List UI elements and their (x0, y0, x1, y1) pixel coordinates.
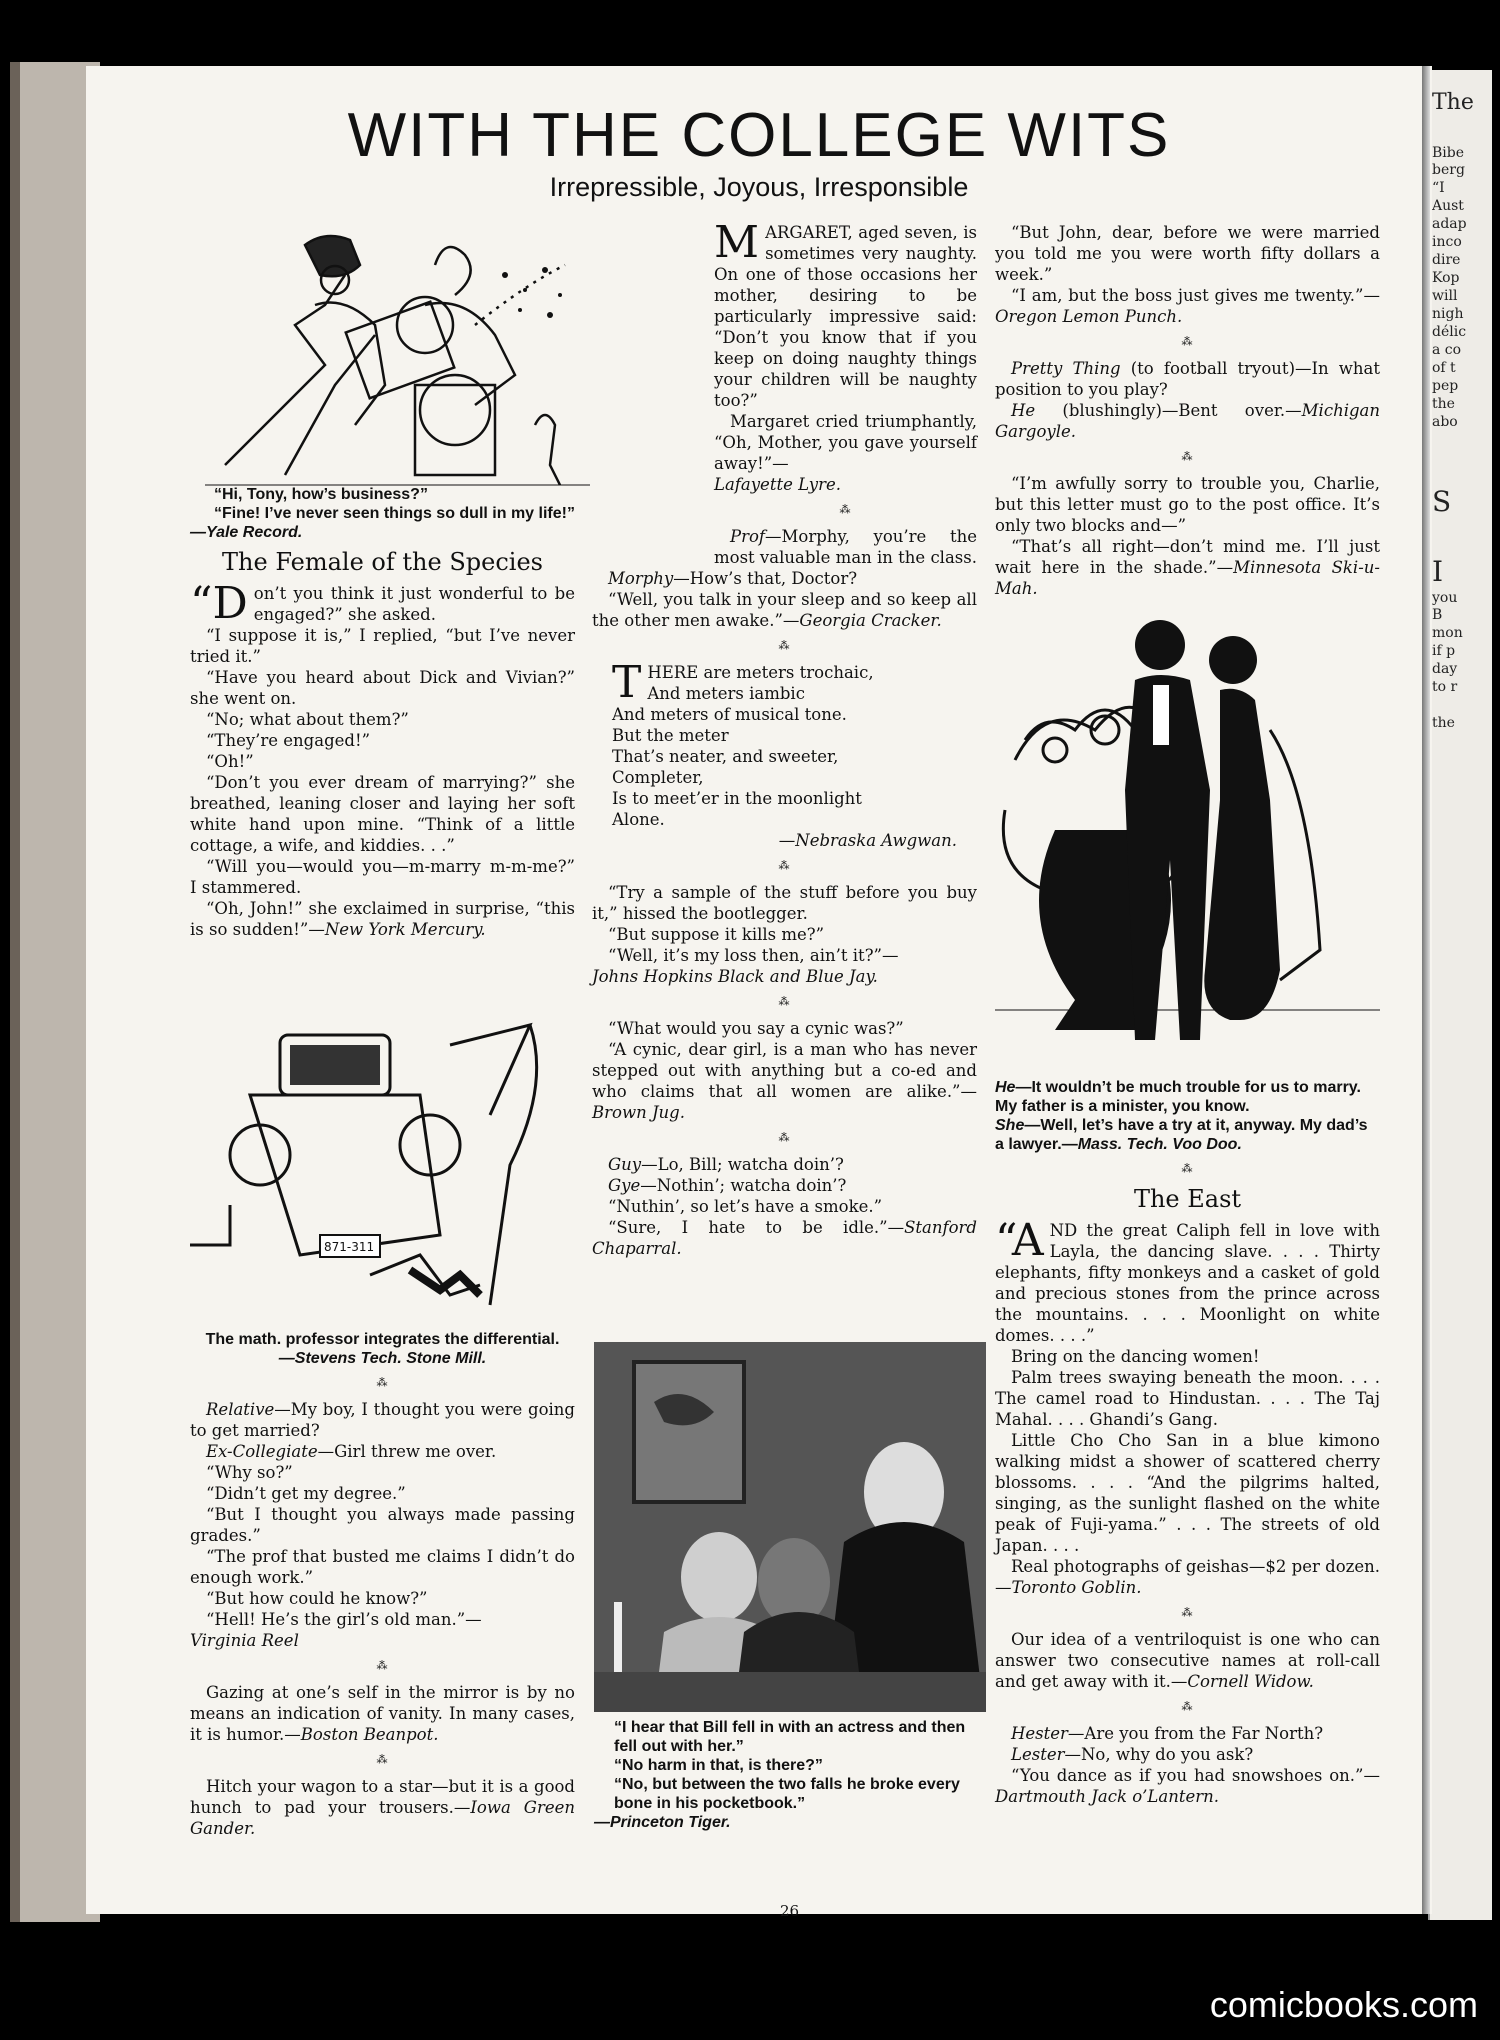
joke-source-line (714, 474, 977, 495)
side-page-fragment: “I (1432, 180, 1445, 196)
joke-text-part: “Well, you talk in your sleep and so keep all the other men awake.”— (592, 590, 977, 630)
joke-text: “But John, dear, before we were married you told me you were worth fifty dollars a week.” (995, 223, 1380, 284)
joke-text: on’t you think it just wonderful to be engaged?” she asked. (253, 584, 575, 624)
caption-line: “No harm in that, is there?” (614, 1757, 823, 1774)
caption-line: The math. professor integrates the differential. (205, 1331, 560, 1348)
joke-source-line (190, 1630, 575, 1651)
joke-text (714, 217, 977, 411)
joke-text-part: —Are you from the Far North? (1067, 1724, 1324, 1743)
side-page-fragment: abo (1432, 414, 1458, 430)
caption-line (995, 1078, 1380, 1116)
side-page-fragment: will (1432, 288, 1458, 304)
joke-text: “I’m awfully sorry to trouble you, Charlie, but this letter must go to the post office. It’s only two blocks and—” (995, 474, 1380, 535)
poem-line: Alone. (612, 810, 665, 829)
joke-text-part: (to football tryout)—In what position to you play? (995, 359, 1380, 399)
joke-text: “But how could he know?” (206, 1589, 428, 1608)
joke-text (592, 1175, 977, 1196)
joke-text: “Didn’t get my degree.” (206, 1484, 406, 1503)
section-divider: ⁂ (376, 1753, 389, 1766)
adjacent-page (1428, 70, 1492, 1920)
side-page-fragment: berg (1432, 162, 1465, 178)
side-page-fragment: day (1432, 661, 1458, 677)
speaker: He (995, 1079, 1016, 1096)
side-page-fragment: mon (1432, 625, 1463, 641)
poem-line: Completer, (612, 768, 704, 787)
speaker: Pretty Thing (1011, 359, 1121, 378)
joke-text-part: “That’s all right—don’t mind me. I’ll just wait here in the shade.”— (995, 537, 1380, 577)
joke-text (592, 568, 977, 589)
joke-text-part: —Nothin’; watcha doin’? (640, 1176, 847, 1195)
joke-text (190, 1682, 575, 1745)
section-divider: ⁂ (1181, 335, 1194, 348)
joke-source: Johns Hopkins Black and Blue Jay. (592, 967, 878, 986)
joke-text-part: Real photographs of geishas—$2 per dozen.— (995, 1557, 1380, 1597)
grindstone-caption (190, 485, 575, 542)
joke-text-part: —Lo, Bill; watcha doin’? (641, 1155, 844, 1174)
caption-line: “Hi, Tony, how’s business?” (214, 486, 428, 503)
drop-cap: T (612, 657, 642, 708)
side-page-fragment: dire (1432, 252, 1461, 268)
section-divider: ⁂ (839, 503, 852, 516)
side-page-fragment: a co (1432, 342, 1462, 358)
caption-line (995, 1116, 1380, 1154)
joke-source: Dartmouth Jack o’Lantern. (995, 1787, 1219, 1806)
joke-text (592, 1039, 977, 1123)
side-page-fragment: inco (1432, 234, 1462, 250)
joke-text: “Oh!” (206, 752, 254, 771)
side-page-fragment: pep (1432, 378, 1459, 394)
dinner-caption (594, 1718, 986, 1832)
poem-line: But the meter (612, 726, 729, 745)
joke-source: Georgia Cracker. (799, 611, 942, 630)
joke-text: “But I thought you always made passing grades.” (190, 1505, 575, 1545)
joke-text: “They’re engaged!” (206, 731, 371, 750)
speaker: Guy (608, 1155, 642, 1174)
poem-line: And meters iambic (647, 684, 805, 703)
page-title: WITH THE COLLEGE WITS (347, 101, 1171, 170)
poem-line: And meters of musical tone. (612, 705, 847, 724)
section-divider: ⁂ (1181, 1606, 1194, 1619)
joke-text (995, 1215, 1380, 1346)
female-species-heading: The Female of the Species (222, 548, 543, 576)
cartoon-grindstone (205, 215, 590, 490)
joke-text (592, 1154, 977, 1175)
side-page-fragment: adap (1432, 216, 1467, 232)
section-divider: ⁂ (778, 1131, 791, 1144)
joke-text (592, 1217, 977, 1259)
joke-source: Toronto Goblin. (1011, 1578, 1142, 1597)
section-divider: ⁂ (778, 639, 791, 652)
caption-text: —Well, let’s have a try at it, anyway. My dad’s a lawyer.— (995, 1117, 1368, 1153)
caption-source: Mass. Tech. Voo Doo. (1077, 1136, 1242, 1153)
joke-text (592, 526, 977, 568)
joke-text: “Have you heard about Dick and Vivian?” she went on. (190, 668, 575, 708)
section-divider: ⁂ (376, 1376, 389, 1389)
poem-line-text: HERE are meters trochaic, (647, 663, 874, 682)
joke-text-part: “Oh, John!” she exclaimed in surprise, “this is so sudden!” (190, 899, 575, 939)
math-caption (190, 1330, 575, 1368)
side-page-fragment: I (1432, 555, 1444, 588)
column-1 (190, 485, 575, 940)
joke-text (995, 1744, 1380, 1765)
joke-text: Little Cho Cho San in a blue kimono walking midst a shower of scattered cherry blossoms. . . . “And the pilgrims halted, singing, as the sunlight flashed on the white peak of Fuji-yama.” . . . The streets of old Japan. . . . (995, 1431, 1380, 1555)
caption-line: “I hear that Bill fell in with an actress and then fell out with her.” (614, 1719, 966, 1755)
section-divider: ⁂ (1181, 450, 1194, 463)
caption-source: —Princeton Tiger. (594, 1814, 731, 1831)
joke-text: “Will you—would you—m-marry m-m-me?” I stammered. (190, 857, 575, 897)
joke-text: “But suppose it kills me?” (608, 925, 825, 944)
watermark: comicbooks.com (1209, 1984, 1478, 2025)
joke-text: “Try a sample of the stuff before you buy it,” hissed the bootlegger. (592, 883, 977, 923)
speaker: Relative (206, 1400, 275, 1419)
illustration-dinner-scene (594, 1342, 986, 1712)
joke-text: “Don’t you ever dream of marrying?” she breathed, leaning closer and laying her soft white hand upon mine. “Think of a little cottage, a wife, and kiddies. . .” (190, 773, 575, 855)
side-page-fragment: The (1432, 90, 1474, 115)
column-2 (592, 217, 977, 1259)
joke-text (995, 285, 1380, 327)
joke-text: “I suppose it is,” I replied, “but I’ve never tried it.” (190, 626, 575, 666)
joke-text: Palm trees swaying beneath the moon. . . . The camel road to Hindustan. . . . The Taj Mahal. . . . Ghandi’s Gang. (995, 1368, 1380, 1429)
speaker: Lester (1011, 1745, 1065, 1764)
page-subtitle: Irrepressible, Joyous, Irresponsible (549, 172, 969, 202)
joke-source: Michigan Gargoyle. (995, 401, 1380, 441)
joke-source: Cornell Widow. (1187, 1672, 1314, 1691)
side-page-fragment: Aust (1432, 198, 1464, 214)
side-page-fragment: S (1432, 485, 1452, 518)
joke-text-part: —Morphy, you’re the most valuable man in the class. (714, 527, 977, 567)
joke-text (995, 400, 1380, 442)
speaker: Morphy (608, 569, 674, 588)
joke-text: “No; what about them?” (206, 710, 409, 729)
joke-source: Iowa Green Gander. (190, 1798, 575, 1838)
speaker: He (1011, 401, 1036, 420)
joke-source: Minnesota Ski-u-Mah. (995, 558, 1380, 598)
cartoon-overturned-car (190, 1005, 575, 1315)
page-number: 26 (780, 1902, 800, 1920)
section-divider: ⁂ (376, 1659, 389, 1672)
joke-source: Brown Jug. (592, 1103, 685, 1122)
couple-caption (995, 1078, 1380, 1154)
joke-text (190, 1441, 575, 1462)
joke-source: Virginia Reel (190, 1631, 299, 1650)
section-divider: ⁂ (778, 859, 791, 872)
joke-text-part: “I am, but the boss just gives me twenty.”— (1011, 286, 1380, 305)
column-1-lower (190, 1330, 575, 1839)
joke-source-line (592, 966, 977, 987)
joke-text (190, 1399, 575, 1441)
joke-text-part: ARGARET, aged seven, is sometimes very naughty. On one of those occasions her mother, desiring to be particularly impressive said: “Don’t you know that if you keep on doing naughty things your children will be naughty too?” (714, 223, 977, 410)
joke-text: “Nuthin’, so let’s have a smoke.” (608, 1197, 883, 1216)
joke-text-part: —My boy, I thought you were going to get married? (190, 1400, 575, 1440)
illustration-couple-vase (995, 610, 1380, 1075)
side-page-fragment: Kop (1432, 270, 1460, 286)
joke-text (995, 1629, 1380, 1692)
side-page-fragment: the (1432, 396, 1455, 412)
joke-text (592, 589, 977, 631)
joke-text-part: —How’s that, Doctor? (673, 569, 858, 588)
section-divider: ⁂ (1181, 1162, 1194, 1175)
joke-source: Lafayette Lyre. (714, 475, 841, 494)
page-spine (1422, 66, 1430, 1914)
drop-cap: “A (995, 1215, 1044, 1266)
joke-text-part: “You dance as if you had snowshoes on.”— (1011, 1766, 1380, 1785)
speaker: Gye (608, 1176, 641, 1195)
side-page-fragment: the (1432, 715, 1455, 731)
side-page-fragment: délic (1432, 324, 1467, 340)
speaker: Hester (1011, 1724, 1068, 1743)
side-page-fragment: you (1432, 590, 1458, 606)
side-page-fragment: Bibe (1432, 145, 1465, 161)
joke-text: “Why so?” (206, 1463, 293, 1482)
east-heading: The East (1133, 1185, 1242, 1213)
margaret-block (592, 217, 977, 520)
section-divider: ⁂ (778, 995, 791, 1008)
joke-text (995, 1765, 1380, 1807)
joke-text-part: Hitch your wagon to a star—but it is a good hunch to pad your trousers.— (190, 1777, 575, 1817)
joke-text-part: Gazing at one’s self in the mirror is by no means an indication of vanity. In many cases, it is humor.— (190, 1683, 575, 1744)
speaker: Prof (730, 527, 766, 546)
joke-text: “Hell! He’s the girl’s old man.”— (206, 1610, 482, 1629)
joke-text-part: (blushingly)—Bent over.— (1035, 401, 1302, 420)
caption-source: —Yale Record. (190, 524, 303, 541)
joke-text (190, 898, 575, 940)
drop-cap: M (714, 217, 760, 268)
poem (592, 657, 977, 851)
caption-text: —It wouldn’t be much trouble for us to marry. My father is a minister, you know. (995, 1079, 1361, 1115)
joke-text (190, 1776, 575, 1839)
column-3 (995, 222, 1380, 599)
joke-text-part: ND the great Caliph fell in love with Layla, the dancing slave. . . . Thirty elephants, fifty monkeys and a casket of gold and precious stones from the prince across the mountains. . . . Moonlight on white domes. . . .” (995, 1221, 1380, 1345)
joke-text-part: “Sure, I hate to be idle.”— (608, 1218, 905, 1237)
joke-text-part: —Girl threw me over. (317, 1442, 497, 1461)
speaker: She (995, 1117, 1025, 1134)
side-page-fragment: of t (1432, 360, 1456, 376)
joke-source: —New York Mercury. (308, 920, 486, 939)
joke-text (995, 1556, 1380, 1598)
poem-line: Is to meet’er in the moonlight (612, 789, 862, 808)
side-page-fragment: nigh (1432, 306, 1464, 322)
side-page-fragment: to r (1432, 679, 1458, 695)
female-joke-line (190, 578, 575, 629)
joke-text (995, 536, 1380, 599)
joke-source: Stanford Chaparral. (592, 1218, 977, 1258)
joke-text-part: Our idea of a ventriloquist is one who can answer two consecutive names at roll-call and get away with it.— (995, 1630, 1380, 1691)
joke-source: —Nebraska Awgwan. (778, 831, 957, 850)
joke-text: “What would you say a cynic was?” (608, 1019, 904, 1038)
joke-text: Margaret cried triumphantly, “Oh, Mother, you gave yourself away!”— (714, 412, 977, 473)
joke-source: Boston Beanpot. (300, 1725, 439, 1744)
side-page-fragment: if p (1432, 643, 1456, 659)
joke-text-part: —No, why do you ask? (1064, 1745, 1254, 1764)
joke-text (995, 358, 1380, 400)
joke-source: Oregon Lemon Punch. (995, 307, 1183, 326)
section-divider: ⁂ (1181, 1700, 1194, 1713)
speaker: Ex-Collegiate (206, 1442, 318, 1461)
joke-text: Bring on the dancing women! (1011, 1347, 1260, 1366)
caption-source: —Stevens Tech. Stone Mill. (278, 1350, 487, 1367)
joke-text (995, 1723, 1380, 1744)
joke-text: “Well, it’s my loss then, ain’t it?”— (608, 946, 899, 965)
poem-line: That’s neater, and sweeter, (612, 747, 839, 766)
dinner-caption-col (594, 1718, 986, 1832)
caption-line: “Fine! I’ve never seen things so dull in my life!” (214, 505, 575, 522)
license-plate: 871-311 (324, 1240, 375, 1254)
column-3-lower (995, 1078, 1380, 1807)
drop-cap: “D (190, 578, 248, 629)
joke-text: “The prof that busted me claims I didn’t do enough work.” (190, 1547, 575, 1587)
caption-line: “No, but between the two falls he broke every bone in his pocketbook.” (614, 1776, 960, 1812)
joke-text-part: “A cynic, dear girl, is a man who has never stepped out with anything but a co-ed and who claims that all women are alike.”— (592, 1040, 977, 1101)
side-page-fragment: B (1432, 607, 1443, 623)
